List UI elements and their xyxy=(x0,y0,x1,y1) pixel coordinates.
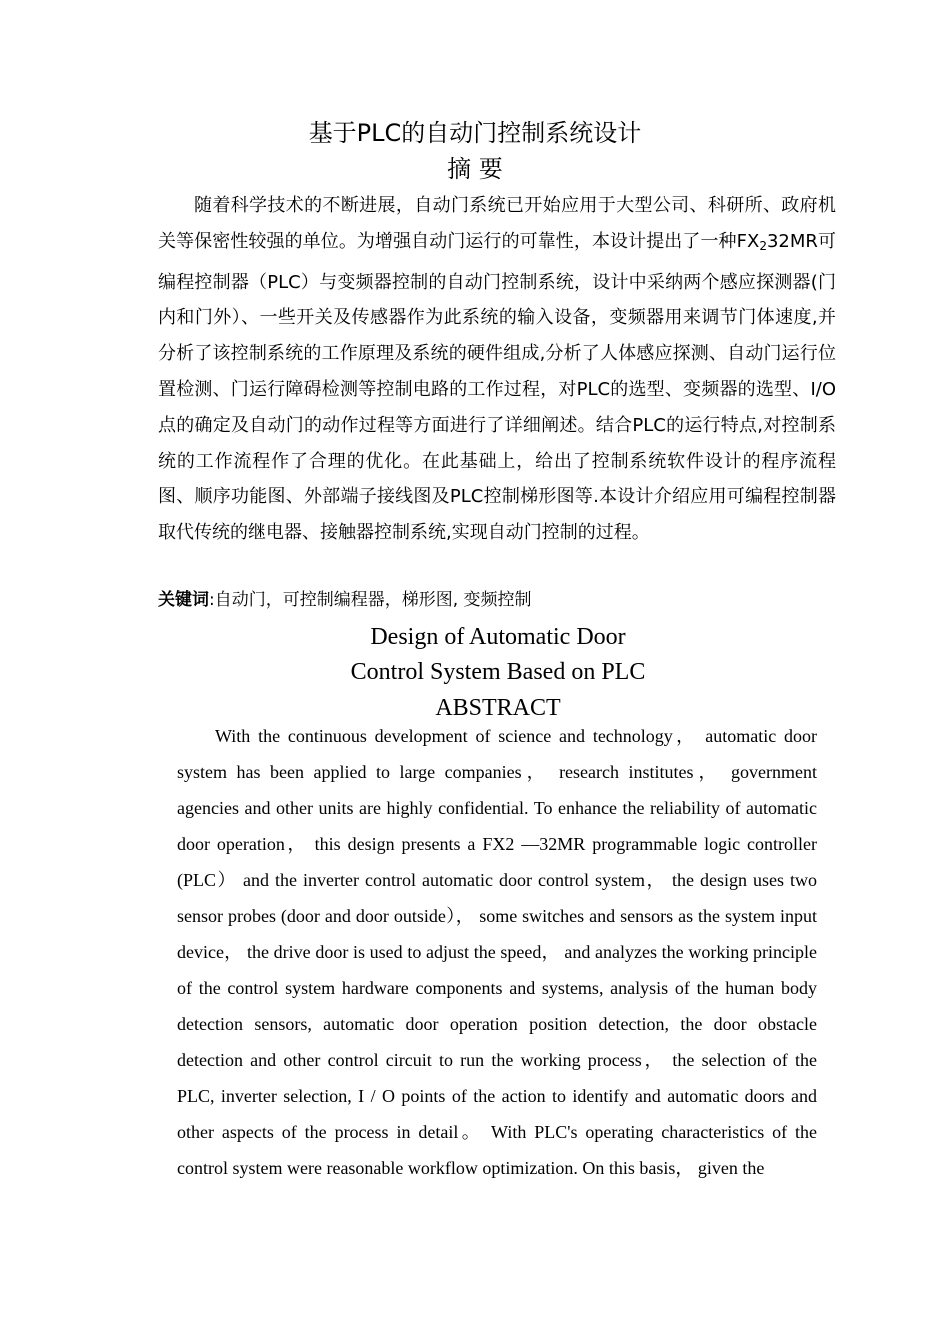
chinese-title: 基于PLC的自动门控制系统设计 xyxy=(308,119,642,147)
english-abstract-paragraph: With the continuous development of science and technology， automatic door system has been applied to large companies， research institutes， government agencies and other units are highly confidential. To enhance the reliability of automatic door operation， this design presents a FX2 —32MR programmable logic controller (PLC） and the inverter control automatic door control system， the design uses two sensor probes (door and door outside）， some switches and sensors as the system input device， the drive door is used to adjust the speed， and analyzes the working principle of the control system hardware components and systems, analysis of the human body detection sensors, automatic door operation position detection, the door obstacle detection and other control circuit to run the working process， the selection of the PLC, inverter selection, I / O points of the action to identify and automatic doors and other aspects of the process in detail。 With PLC's operating characteristics of the control system were reasonable workflow optimization. On this basis， given the xyxy=(177,726,817,1178)
chinese-abstract-heading: 摘 要 xyxy=(447,155,503,183)
chinese-keywords xyxy=(158,585,838,615)
keywords-text: :自动门，可控制编程器，梯形图, 变频控制 xyxy=(209,590,532,610)
english-title-line2: Control System Based on PLC xyxy=(350,659,646,685)
chinese-abstract-text-part2: 32MR可编程控制器（PLC）与变频器控制的自动门控制系统，设计中采纳两个感应探测器(门内和门外）、一些开关及传感器作为此系统的输入设备，变频器用来调节门体速度,并分析了该控制系统的工作原理及系统的硬件组成,分析了人体感应探测、自动门运行位置检测、门运行障碍检测等控制电路的工作过程，对PLC的选型、变频器的选型、I/O点的确定及自动门的动作过程等方面进行了详细阐述。结合PLC的运行特点,对控制系统的工作流程作了合理的优化。在此基础上，给出了控制系统软件设计的程序流程图、顺序功能图、外部端子接线图及PLC控制梯形图等.本设计介绍应用可编程控制器取代传统的继电器、接触器控制系统,实现自动门控制的过程。 xyxy=(158,230,836,544)
english-abstract-heading: ABSTRACT xyxy=(435,695,561,721)
keywords-label: 关键词 xyxy=(158,590,209,610)
chinese-abstract-paragraph xyxy=(158,188,836,551)
english-title-line1: Design of Automatic Door xyxy=(370,624,626,650)
chinese-abstract-text-part1: 随着科学技术的不断进展，自动门系统已开始应用于大型公司、科研所、政府机关等保密性较强的单位。为增强自动门运行的可靠性，本设计提出了一种FX xyxy=(158,195,836,252)
chinese-abstract-subscript: 2 xyxy=(759,238,767,253)
